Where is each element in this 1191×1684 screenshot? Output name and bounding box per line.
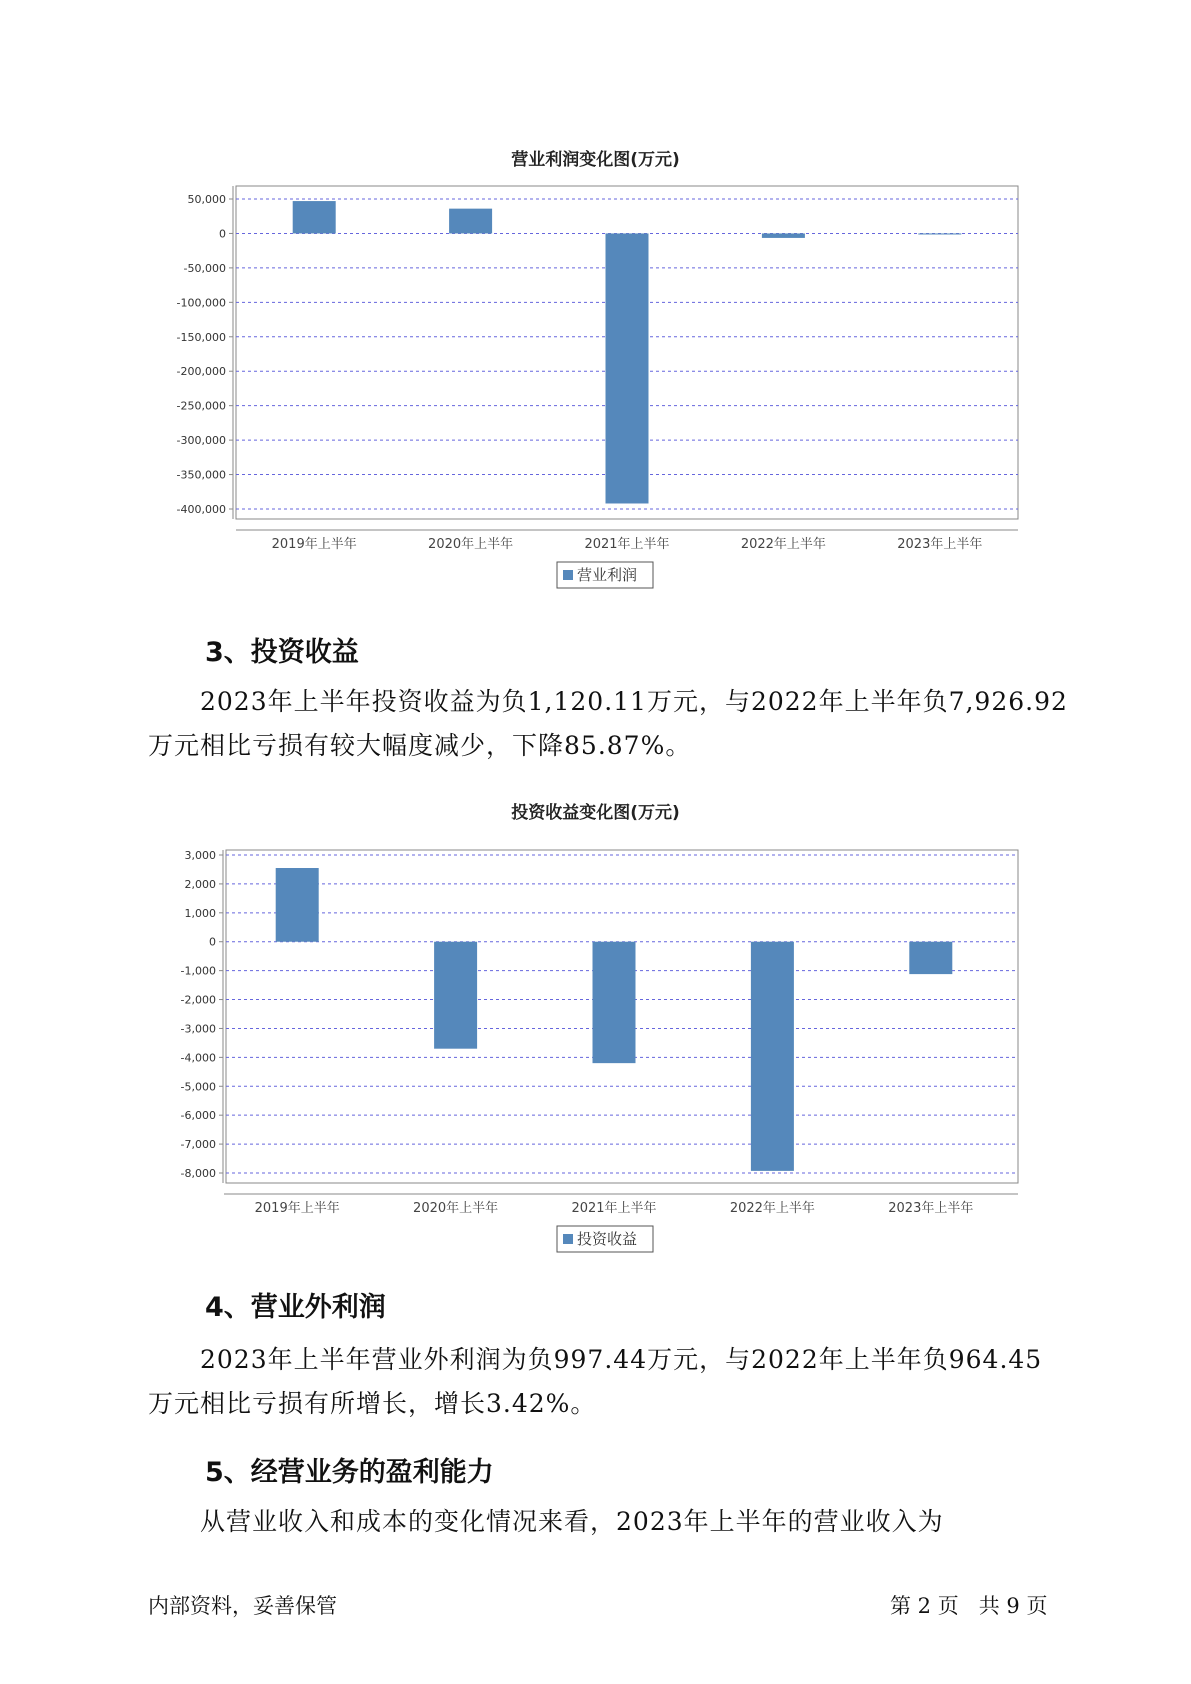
bar-2020年上半年 — [434, 942, 477, 1049]
x-tick-label: 2021年上半年 — [571, 1201, 657, 1216]
y-tick-label: -1,000 — [180, 964, 216, 978]
y-tick-label: -300,000 — [176, 434, 226, 448]
y-tick-label: -250,000 — [176, 399, 226, 413]
y-tick-label: 50,000 — [187, 193, 226, 206]
footer-page-number: 第 2 页 共 9 页 — [890, 1594, 1048, 1618]
y-tick-label: -5,000 — [180, 1080, 216, 1094]
y-tick-label: 0 — [219, 227, 226, 241]
bar-2019年上半年 — [293, 201, 336, 233]
paragraph-line: 2023年上半年投资收益为负1,120.11万元，与2022年上半年负7,926.92 — [200, 687, 1068, 716]
bar-2023年上半年 — [909, 942, 952, 974]
y-tick-label: 0 — [209, 935, 216, 949]
paragraph-line: 从营业收入和成本的变化情况来看，2023年上半年的营业收入为 — [200, 1507, 944, 1536]
y-tick-label: -4,000 — [180, 1051, 216, 1065]
x-tick-label: 2022年上半年 — [740, 537, 826, 552]
paragraph-line: 2023年上半年营业外利润为负997.44万元，与2022年上半年负964.45 — [200, 1345, 1043, 1374]
y-tick-label: -3,000 — [180, 1022, 216, 1036]
y-tick-label: -50,000 — [183, 261, 226, 275]
section-5-heading: 5、经营业务的盈利能力 — [205, 1457, 494, 1488]
chart1-title: 营业利润变化图(万元) — [511, 150, 680, 170]
y-tick-label: -150,000 — [176, 330, 226, 344]
legend-swatch — [563, 570, 573, 580]
chart2-title: 投资收益变化图(万元) — [511, 803, 680, 823]
y-tick-label: -350,000 — [176, 468, 226, 482]
bar-2023年上半年 — [918, 233, 961, 234]
y-tick-label: -400,000 — [176, 503, 226, 516]
y-tick-label: -8,000 — [180, 1167, 216, 1180]
x-tick-label: 2023年上半年 — [888, 1201, 974, 1216]
operating-profit-chart — [0, 170, 1191, 610]
bar-2022年上半年 — [762, 233, 805, 237]
x-tick-label: 2020年上半年 — [413, 1201, 499, 1216]
paragraph-line: 万元相比亏损有较大幅度减少，下降85.87%。 — [148, 731, 692, 760]
bar-2021年上半年 — [593, 942, 636, 1063]
legend-label: 投资收益 — [577, 1230, 638, 1248]
y-tick-label: -200,000 — [176, 365, 226, 379]
footer-confidential-note: 内部资料，妥善保管 — [148, 1594, 337, 1618]
bar-2022年上半年 — [751, 942, 794, 1171]
y-tick-label: -2,000 — [180, 993, 216, 1007]
investment-income-chart — [0, 828, 1191, 1268]
bar-2019年上半年 — [276, 868, 319, 942]
paragraph-line: 万元相比亏损有所增长，增长3.42%。 — [148, 1389, 597, 1418]
y-tick-label: 2,000 — [184, 877, 216, 891]
y-tick-label: -6,000 — [180, 1109, 216, 1123]
x-tick-label: 2020年上半年 — [428, 537, 514, 552]
x-tick-label: 2019年上半年 — [254, 1201, 340, 1216]
section-4-paragraph — [148, 1338, 1088, 1426]
x-tick-label: 2021年上半年 — [584, 537, 670, 552]
legend-label: 营业利润 — [577, 566, 638, 584]
y-tick-label: 3,000 — [184, 849, 216, 862]
y-tick-label: -7,000 — [180, 1138, 216, 1152]
x-tick-label: 2022年上半年 — [729, 1201, 815, 1216]
x-tick-label: 2023年上半年 — [897, 537, 983, 552]
section-5-paragraph — [148, 1500, 1088, 1544]
x-tick-label: 2019年上半年 — [271, 537, 357, 552]
section-3-paragraph — [148, 680, 1088, 768]
section-4-heading: 4、营业外利润 — [205, 1292, 386, 1323]
bar-2021年上半年 — [606, 233, 649, 503]
legend-swatch — [563, 1234, 573, 1244]
section-3-heading: 3、投资收益 — [205, 637, 359, 668]
y-tick-label: 1,000 — [184, 906, 216, 920]
y-tick-label: -100,000 — [176, 296, 226, 310]
bar-2020年上半年 — [449, 209, 492, 234]
